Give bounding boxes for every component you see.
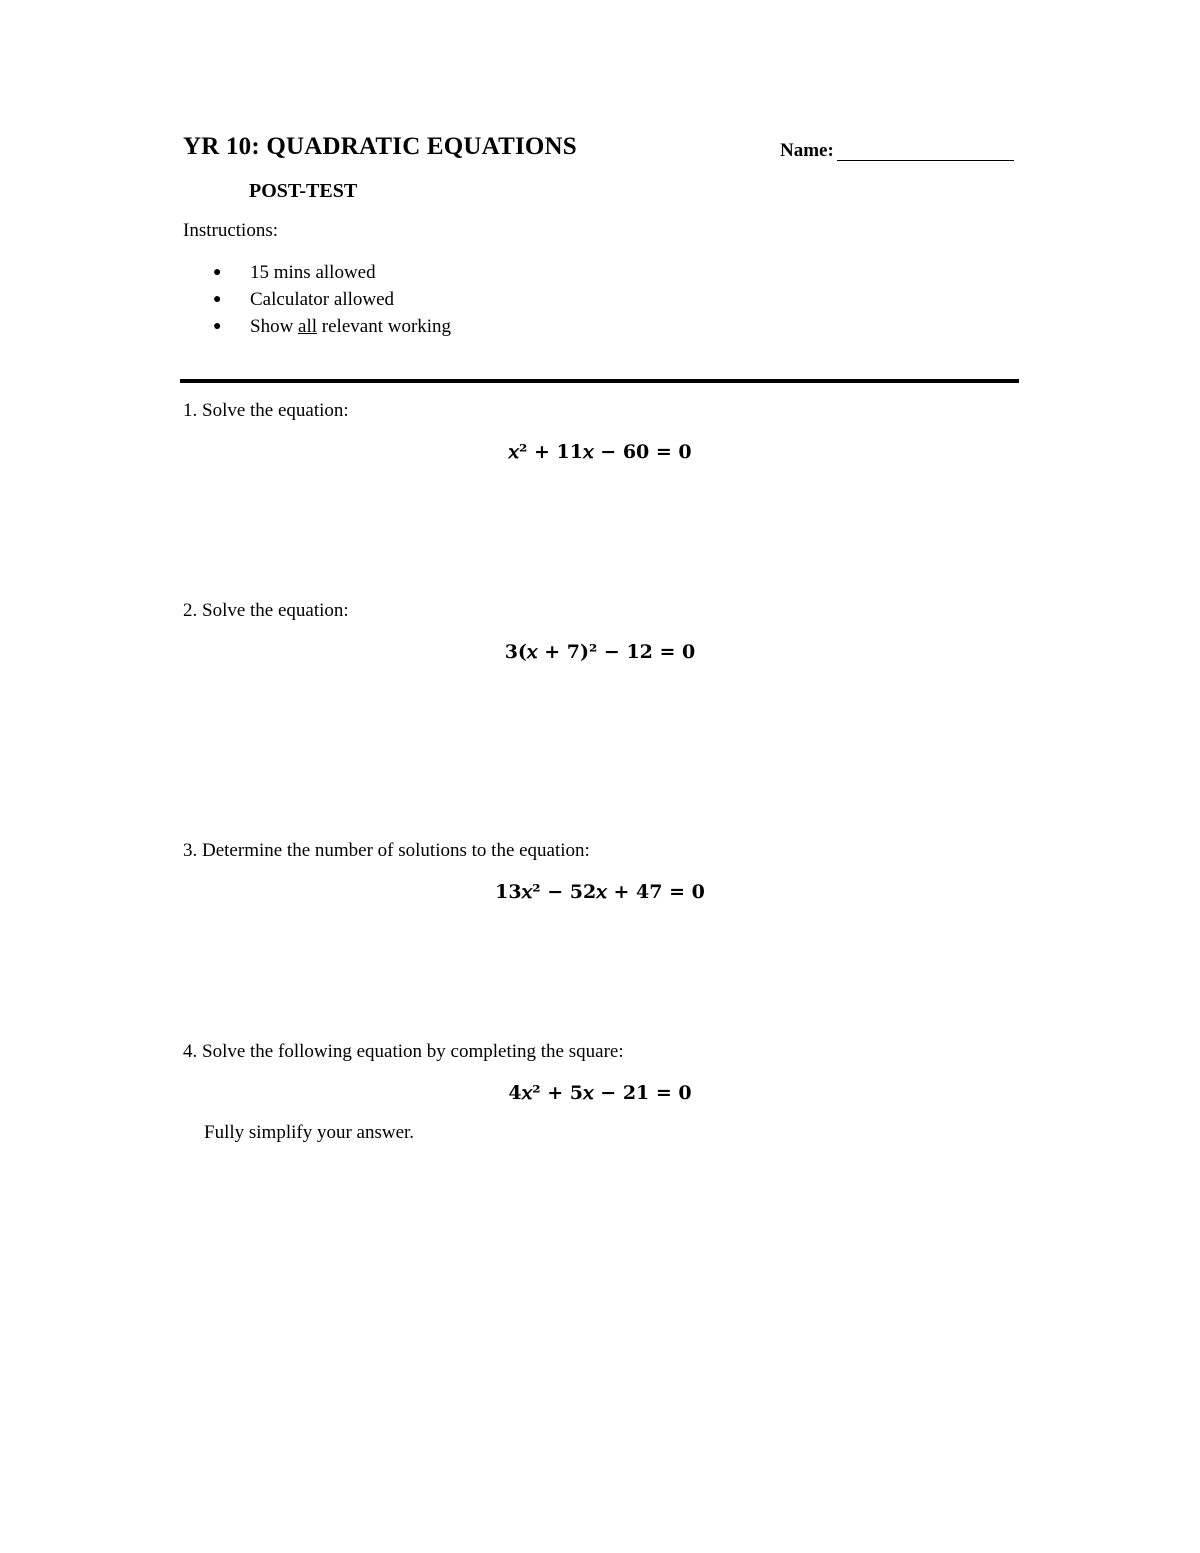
list-item (213, 288, 451, 315)
instruction-text: Show all relevant working (250, 316, 452, 337)
instruction-text: Calculator allowed (250, 289, 395, 310)
equation-3: 13𝑥² − 52𝑥 + 47 = 0 (495, 881, 705, 903)
name-field-line[interactable] (837, 160, 1014, 161)
question-1 (183, 400, 349, 422)
equation-2: 3(𝑥 + 7)² − 12 = 0 (504, 641, 696, 663)
instructions-list (213, 261, 451, 342)
list-item (213, 261, 451, 288)
bullet-icon: ● (213, 265, 222, 280)
question-number: 1. (183, 400, 198, 421)
question-2 (183, 600, 349, 622)
name-label: Name: (780, 140, 834, 161)
question-prompt: Solve the equation: (202, 600, 349, 621)
question-prompt: Determine the number of solutions to the equation: (202, 840, 590, 861)
question-prompt: Solve the following equation by completing the square: (202, 1041, 624, 1062)
bullet-icon: ● (213, 292, 222, 307)
instructions-heading: Instructions: (183, 220, 278, 241)
section-divider (180, 379, 1019, 383)
bullet-icon: ● (213, 319, 222, 334)
question-number: 2. (183, 600, 198, 621)
equation-1: 𝑥² + 11𝑥 − 60 = 0 (508, 441, 692, 463)
answer-note: Fully simplify your answer. (204, 1122, 415, 1143)
test-subtitle: POST-TEST (249, 180, 358, 202)
question-number: 3. (183, 840, 198, 861)
instruction-text: 15 mins allowed (250, 262, 376, 283)
page-title: YR 10: QUADRATIC EQUATIONS (183, 133, 577, 160)
list-item (213, 315, 451, 342)
question-3 (183, 840, 590, 862)
question-number: 4. (183, 1041, 198, 1062)
emphasis-text: all (298, 316, 318, 337)
question-prompt: Solve the equation: (202, 400, 349, 421)
equation-4: 4𝑥² + 5𝑥 − 21 = 0 (508, 1082, 692, 1104)
question-4 (183, 1041, 624, 1063)
